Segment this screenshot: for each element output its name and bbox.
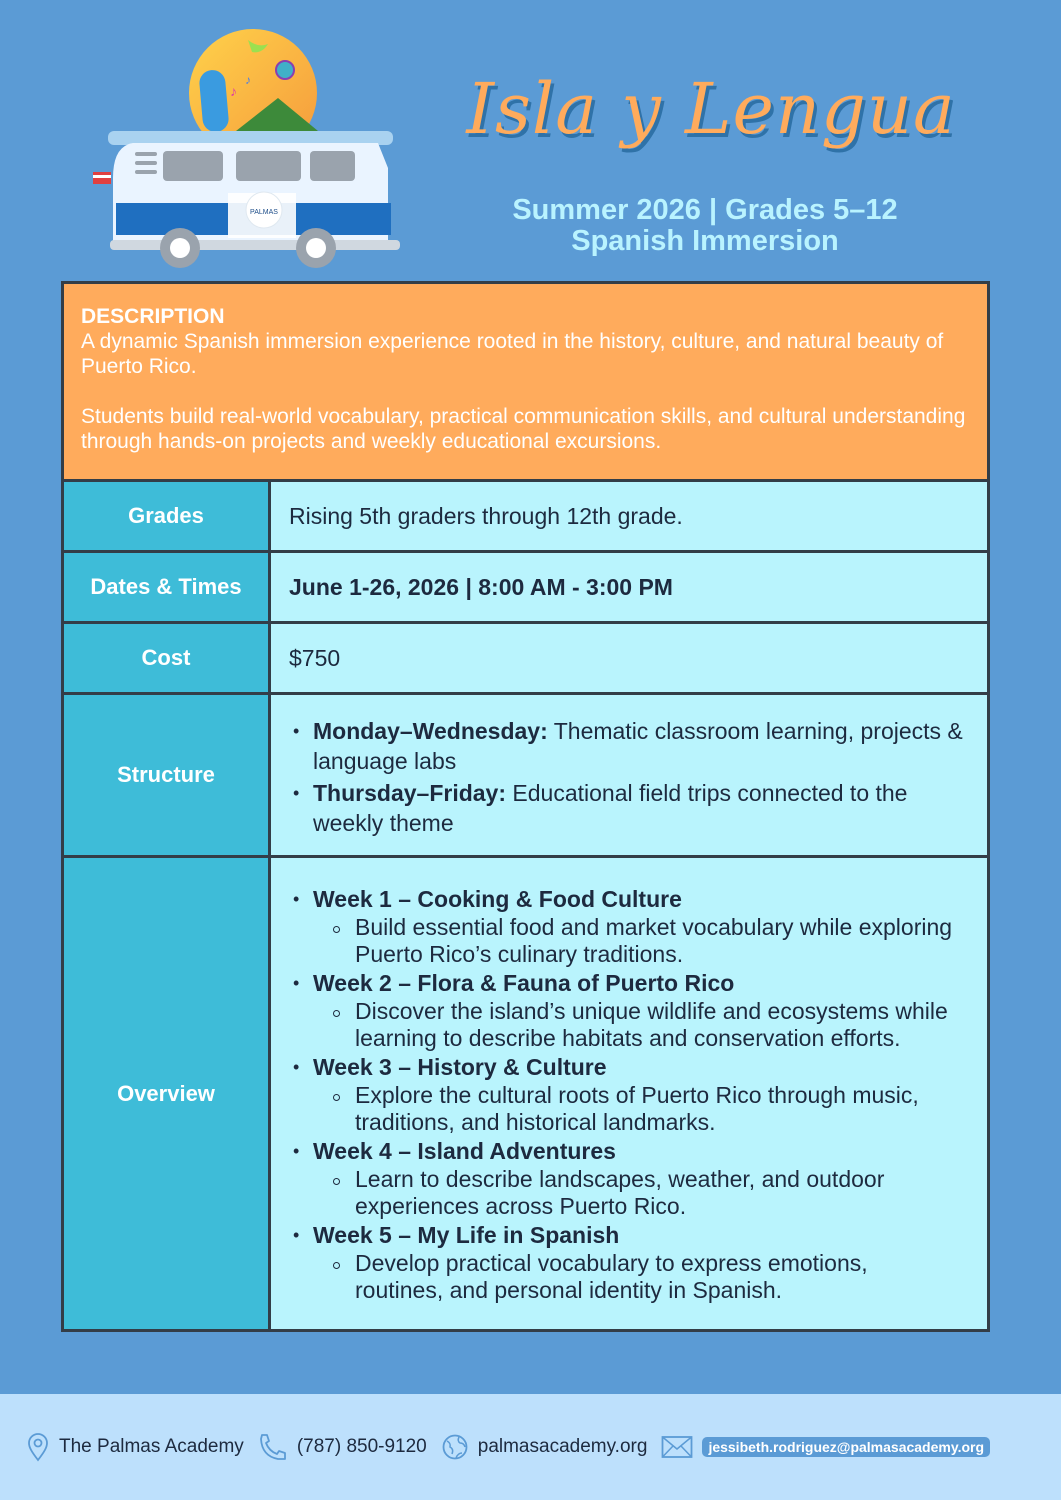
description-section — [64, 284, 987, 482]
location-pin-icon — [26, 1432, 50, 1462]
week-item — [271, 1052, 957, 1136]
week-title: Week 4 – Island Adventures — [313, 1137, 616, 1164]
subtitle-line-2: Spanish Immersion — [571, 225, 839, 257]
mail-icon — [661, 1435, 693, 1459]
footer-location — [26, 1432, 244, 1462]
subtitle — [450, 195, 960, 257]
location-text: The Palmas Academy — [59, 1436, 244, 1457]
overview-label: Overview — [64, 858, 271, 1329]
row-structure — [64, 695, 987, 858]
structure-item-days: Thursday–Friday: — [313, 780, 506, 806]
structure-item-days: Monday–Wednesday: — [313, 718, 548, 744]
structure-item — [271, 778, 969, 838]
structure-item — [271, 716, 969, 776]
week-detail: Build essential food and market vocabulary while exploring Puerto Rico’s culinary traditions. — [313, 914, 957, 968]
structure-value — [271, 695, 987, 855]
structure-list — [271, 712, 969, 838]
phone-icon — [258, 1432, 288, 1462]
globe-icon — [441, 1433, 469, 1461]
grades-value: Rising 5th graders through 12th grade. — [289, 502, 683, 529]
row-grades — [64, 482, 987, 553]
footer — [0, 1394, 1061, 1500]
email-link[interactable]: jessibeth.rodriguez@palmasacademy.org — [702, 1437, 990, 1457]
footer-phone — [258, 1432, 427, 1462]
structure-label: Structure — [64, 695, 271, 855]
svg-text:♪: ♪ — [230, 83, 237, 99]
week-detail: Learn to describe landscapes, weather, and outdoor experiences across Puerto Rico. — [313, 1166, 957, 1220]
van-illustration-icon — [88, 28, 408, 273]
description-paragraph-1: A dynamic Spanish immersion experience rooted in the history, culture, and natural beauty of Puerto Rico. — [81, 330, 944, 378]
grades-label: Grades — [64, 482, 271, 550]
subtitle-line-1: Summer 2026 | Grades 5–12 — [512, 194, 898, 226]
phone-text[interactable]: (787) 850-9120 — [296, 1436, 427, 1457]
week-title: Week 1 – Cooking & Food Culture — [313, 885, 682, 912]
week-item — [271, 1136, 957, 1220]
program-table — [61, 281, 990, 1332]
week-item — [271, 1220, 957, 1304]
footer-website — [441, 1433, 648, 1461]
week-detail: Discover the island’s unique wildlife and ecosystems while learning to describe habitats and conservation efforts. — [313, 998, 957, 1052]
overview-week-list — [271, 884, 957, 1304]
week-item — [271, 884, 957, 968]
website-link[interactable]: palmasacademy.org — [477, 1436, 648, 1457]
structure-item-text: Educational field trips connected to the weekly theme — [313, 780, 908, 836]
svg-text:♪: ♪ — [245, 73, 251, 87]
week-detail: Explore the cultural roots of Puerto Rico through music, traditions, and historical landmarks. — [313, 1082, 957, 1136]
week-title: Week 5 – My Life in Spanish — [313, 1221, 620, 1248]
page-title: Isla y Lengua — [466, 68, 956, 150]
header — [0, 0, 1061, 280]
week-detail: Develop practical vocabulary to express emotions, routines, and personal identity in Spanish. — [313, 1250, 957, 1304]
cost-value: $750 — [289, 644, 341, 671]
dates-value: June 1-26, 2026 | 8:00 AM - 3:00 PM — [289, 573, 673, 600]
svg-text:PALMAS: PALMAS — [250, 209, 278, 216]
week-item — [271, 968, 957, 1052]
week-title: Week 2 – Flora & Fauna of Puerto Rico — [313, 969, 735, 996]
row-cost — [64, 624, 987, 695]
dates-label: Dates & Times — [64, 553, 271, 621]
description-heading: DESCRIPTION — [81, 305, 225, 328]
structure-item-text: Thematic classroom learning, projects & language labs — [313, 718, 963, 774]
row-overview — [64, 858, 987, 1329]
overview-value — [271, 858, 987, 1329]
description-paragraph-2: Students build real-world vocabulary, practical communication skills, and cultural understanding through hands-on projects and weekly educational excursions. — [81, 405, 966, 453]
cost-label: Cost — [64, 624, 271, 692]
row-dates — [64, 553, 987, 624]
week-title: Week 3 – History & Culture — [313, 1053, 607, 1080]
footer-email — [661, 1435, 990, 1459]
